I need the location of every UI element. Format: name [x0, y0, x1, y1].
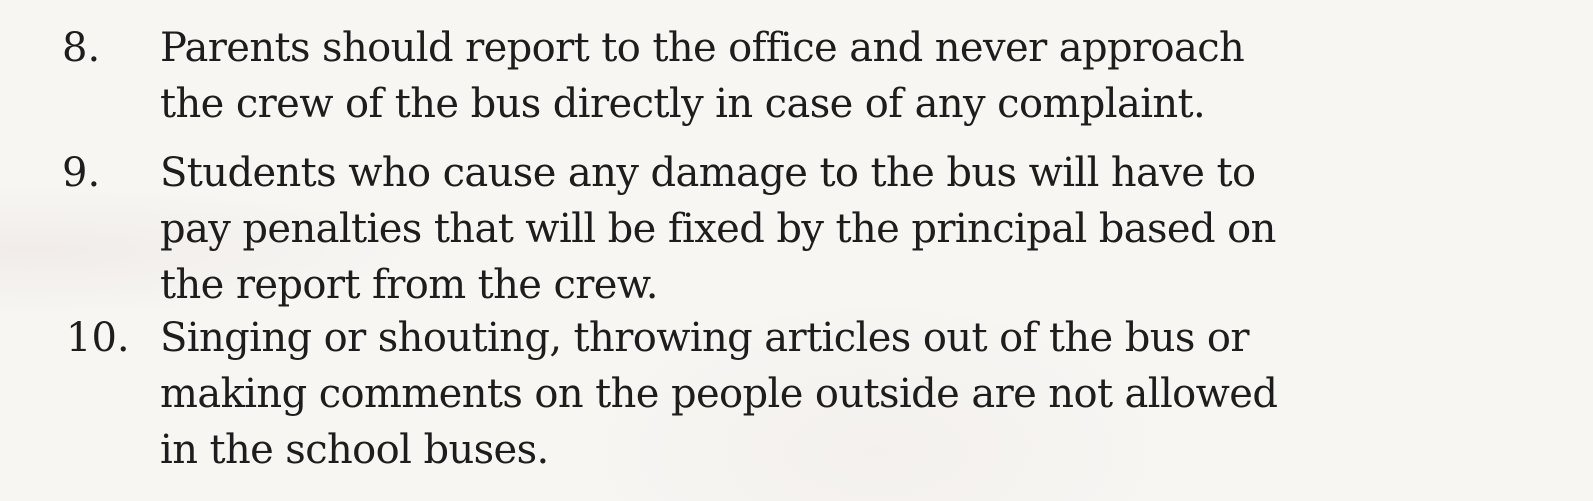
rule-text	[160, 310, 1400, 478]
rule-text	[160, 20, 1400, 132]
rule-text-line: in the school buses.	[160, 427, 549, 473]
rule-text-line: the crew of the bus directly in case of any complaint.	[160, 81, 1206, 127]
rule-text-line: pay penalties that will be fixed by the principal based on	[160, 206, 1276, 252]
rule-text-line: Singing or shouting, throwing articles out of the bus or	[160, 315, 1249, 361]
rule-number: 8.	[62, 25, 101, 71]
rule-text	[160, 145, 1400, 313]
rule-text-line: the report from the crew.	[160, 262, 658, 308]
rule-number: 10.	[66, 315, 130, 361]
rule-text-line: Students who cause any damage to the bus will have to	[160, 150, 1256, 196]
rule-text-line: making comments on the people outside are not allowed	[160, 371, 1278, 417]
rule-text-line: Parents should report to the office and never approach	[160, 25, 1245, 71]
rule-number: 9.	[62, 150, 101, 196]
